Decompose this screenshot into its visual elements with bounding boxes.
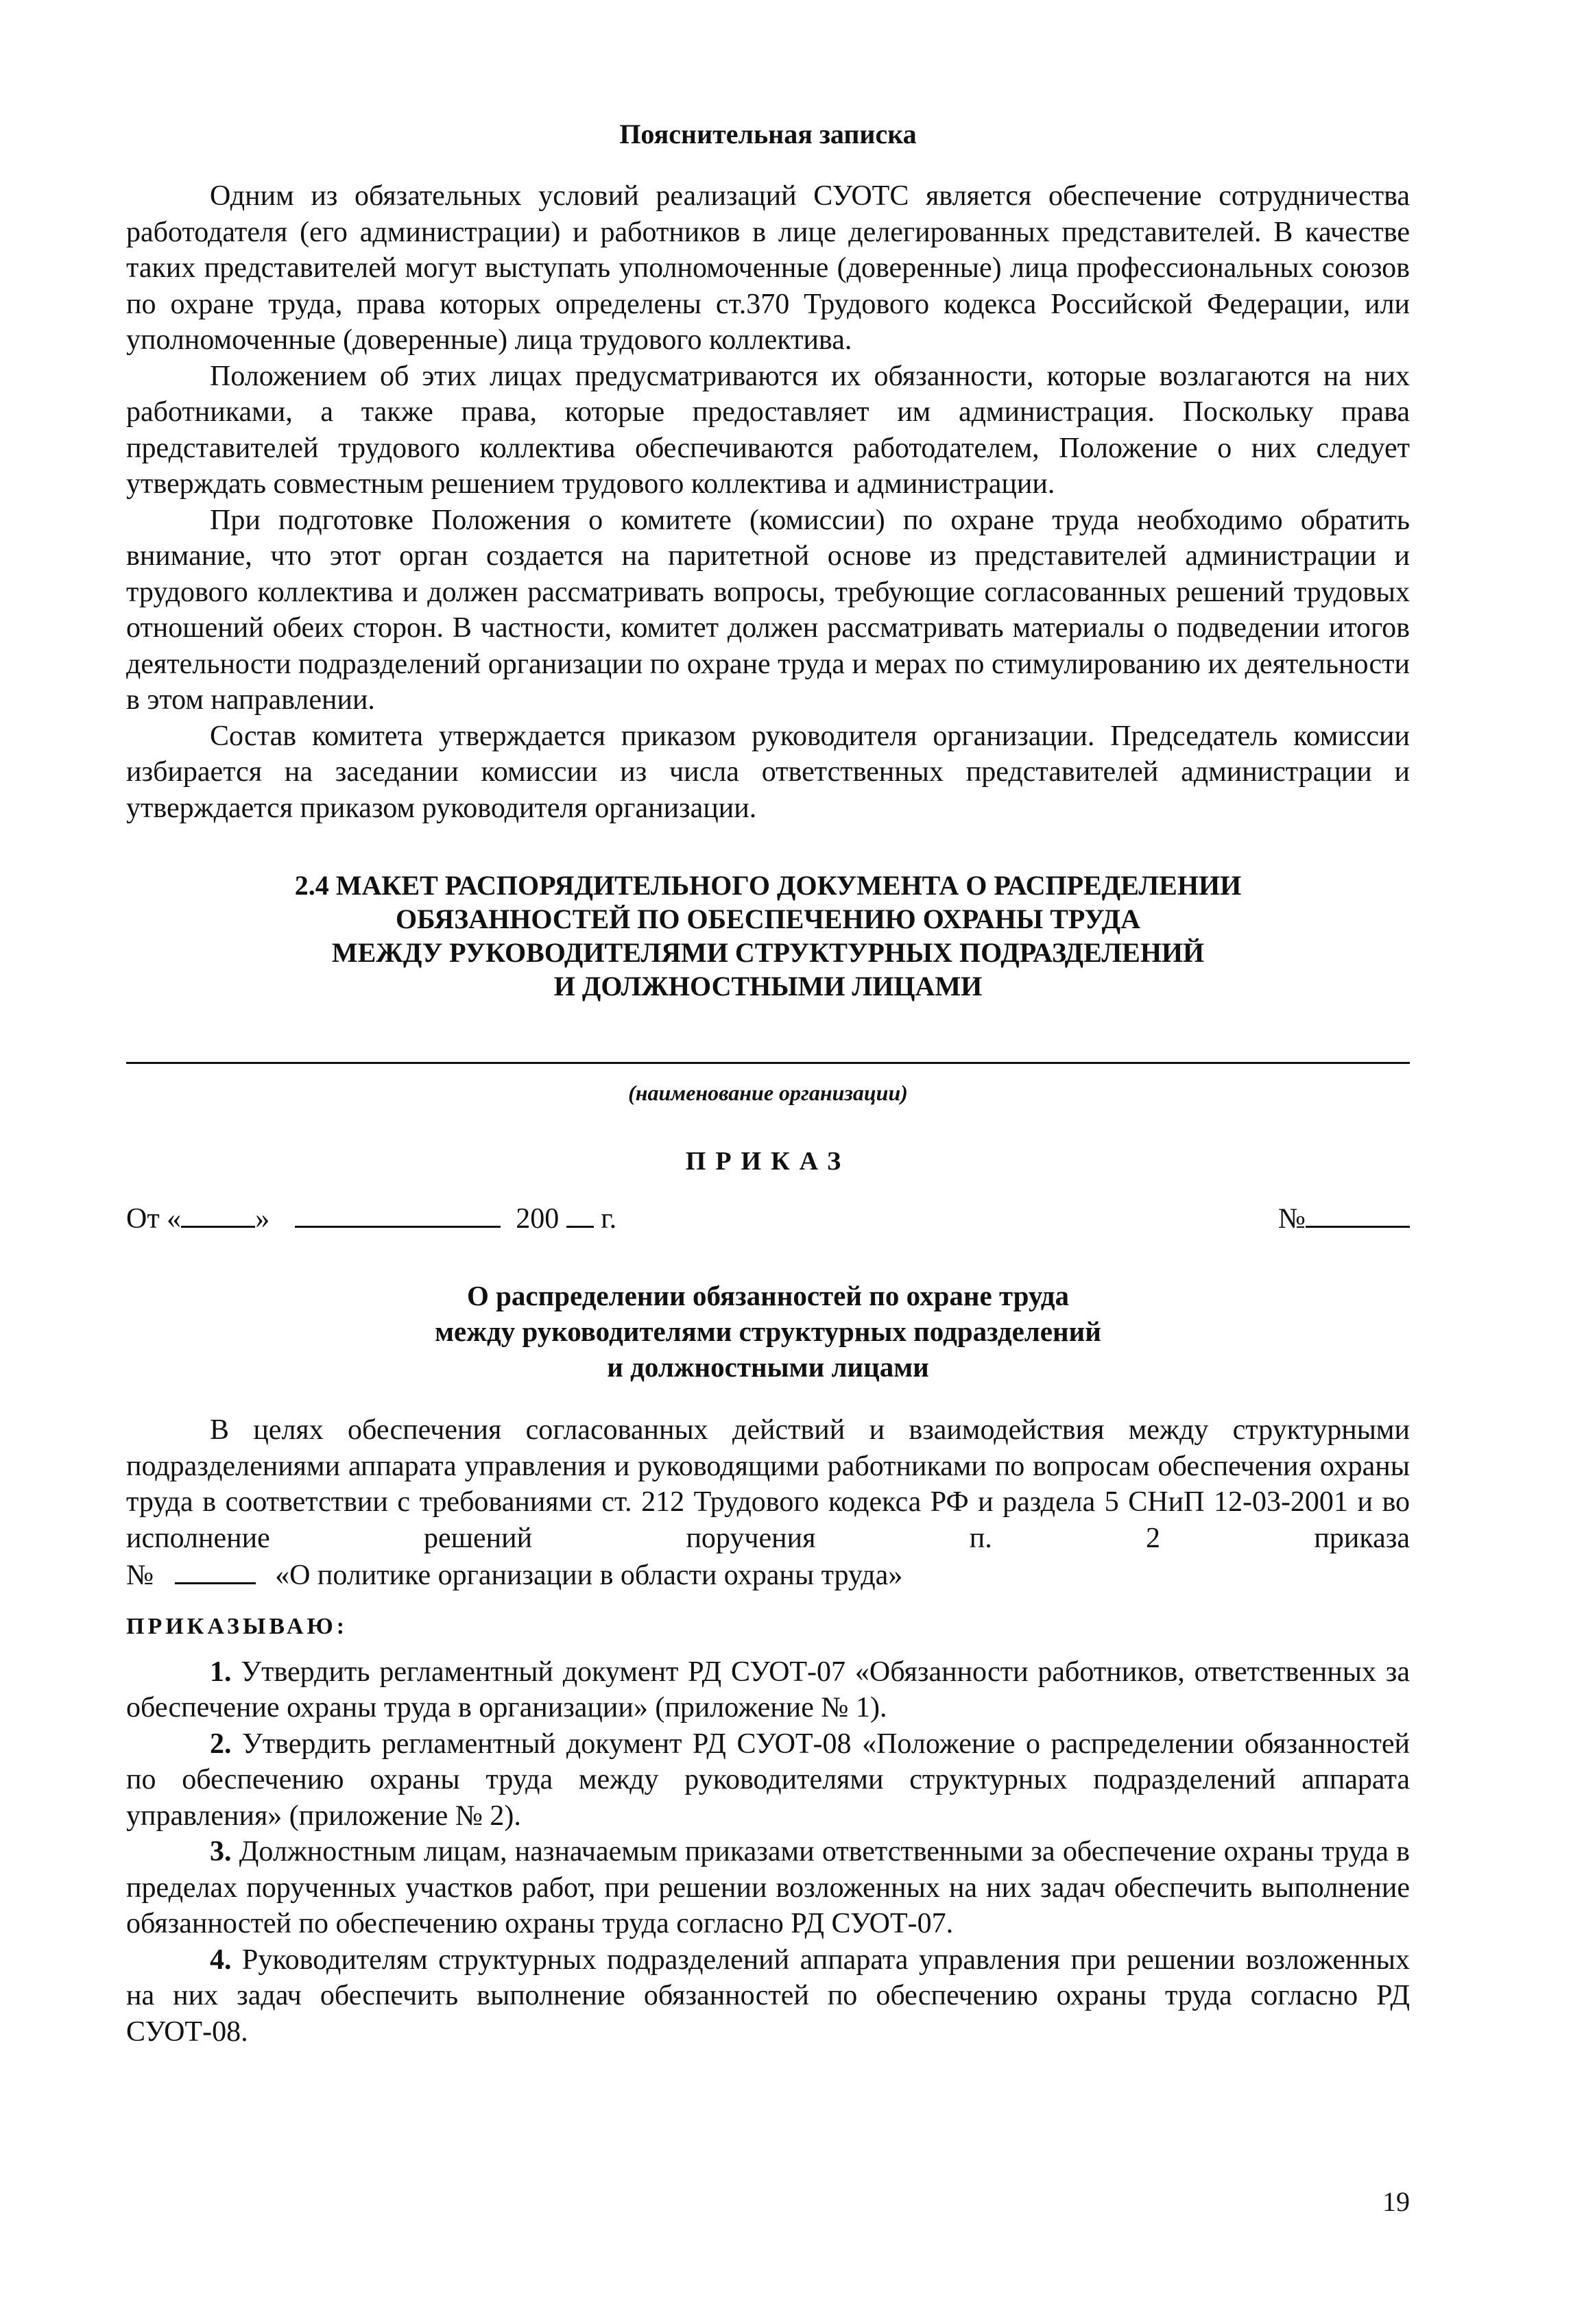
document-page <box>126 117 1410 2050</box>
note-title: Пояснительная записка <box>619 119 917 149</box>
year-suffix: г. <box>601 1203 617 1235</box>
year-blank <box>566 1200 594 1228</box>
section-heading <box>126 869 1410 1003</box>
preamble-number-blank <box>175 1556 256 1584</box>
item-text: Руководителям структурных подразделений аппарата управления при решении возложенных на них задач обеспечить выполнение обязанностей по обеспечению охраны труда согласно РД СУОТ-08. <box>126 1944 1411 2048</box>
month-blank <box>295 1200 501 1228</box>
note-paragraph-2: Положением об этих лицах предусматриваются их обязанности, которые возлагаются на них работниками, а также права, которые предоставляет им администрация. Поскольку права представителей трудового коллектива обеспечиваются работодателем, Положение о них следует утверждать совместным решением трудового коллектива и администрации. <box>126 360 1410 500</box>
note-paragraph-4: Состав комитета утверждается приказом руководителя организации. Председатель комиссии избирается на заседании комиссии из числа ответственных представителей администрации и утверждается приказом руководителя организации. <box>126 720 1410 824</box>
section-heading-line: И ДОЛЖНОСТНЫМИ ЛИЦАМИ <box>553 971 983 1002</box>
organization-name-line <box>126 1062 1410 1064</box>
day-blank <box>181 1200 255 1228</box>
page-number: 19 <box>1382 2186 1410 2217</box>
section-heading-line: ОБЯЗАННОСТЕЙ ПО ОБЕСПЕЧЕНИЮ ОХРАНЫ ТРУДА <box>395 904 1141 934</box>
preamble-main: В целях обеспечения согласованных действий и взаимодействия между структурными подразделениями аппарата управления и руководящими работниками по вопросам обеспечения охраны труда в соответствии с требованиями ст. 212 Трудового кодекса РФ и раздела 5 СНиП 12-03-2001 и во исполнение решений поручения п. 2 приказа <box>126 1414 1410 1554</box>
order-item-1 <box>126 1654 1410 1726</box>
order-word: ПРИКАЗЫВАЮ: <box>126 1613 348 1639</box>
item-text: Утвердить регламентный документ РД СУОТ-07 «Обязанности работников, ответственных за обеспечение охраны труда в организации» (приложение № 1). <box>126 1656 1410 1723</box>
item-number: 3. <box>210 1836 232 1867</box>
preamble-tail: «О политике организации в области охраны труда» <box>275 1560 903 1591</box>
note-paragraph-3: При подготовке Положения о комитете (комиссии) по охране труда необходимо обратить внимание, что этот орган создается на паритетной основе из представителей администрации и трудового коллектива и должен рассматривать вопросы, требующие согласованных решений трудовых отношений обеих сторон. В частности, комитет должен рассматривать материалы о подведении итогов деятельности подразделений организации по охране труда и мерах по стимулированию их деятельности в этом направлении. <box>126 504 1410 716</box>
section-heading-line: 2.4 МАКЕТ РАСПОРЯДИТЕЛЬНОГО ДОКУМЕНТА О РАСПРЕДЕЛЕНИИ <box>294 870 1242 901</box>
item-number: 4. <box>210 1944 232 1976</box>
order-item-3 <box>126 1834 1410 1942</box>
order-preamble-tail <box>126 1556 1410 1594</box>
date-field <box>126 1200 616 1238</box>
number-label: № <box>1277 1203 1306 1235</box>
item-number: 1. <box>210 1656 232 1688</box>
order-heading <box>126 1278 1410 1385</box>
order-preamble <box>126 1412 1410 1556</box>
organization-caption: (наименование организации) <box>628 1080 908 1105</box>
date-prefix: От « <box>126 1203 182 1235</box>
date-number-row <box>126 1200 1410 1241</box>
order-heading-line: и должностными лицами <box>607 1351 929 1383</box>
note-paragraph-1: Одним из обязательных условий реализаций СУОТС является обеспечение сотрудничества работодателя (его администрации) и работников в лице делегированных представителей. В качестве таких представителей могут выступать уполномоченные (доверенные) лица профессиональных союзов по охране труда, права которых определены ст.370 Трудового кодекса Российской Федерации, или уполномоченные (доверенные) лица трудового коллектива. <box>126 180 1410 356</box>
order-heading-line: О распределении обязанностей по охране труда <box>466 1280 1070 1311</box>
year-prefix: 200 <box>516 1203 560 1235</box>
preamble-number-label: № <box>126 1560 154 1591</box>
number-field <box>1278 1200 1410 1238</box>
order-item-4 <box>126 1942 1410 2050</box>
order-heading-line: между руководителями структурных подразделений <box>435 1316 1101 1347</box>
item-text: Должностным лицам, назначаемым приказами ответственными за обеспечение охраны труда в пределах порученных участков работ, при решении возложенных на них задач обеспечить выполнение обязанностей по обеспечению охраны труда согласно РД СУОТ-07. <box>126 1836 1411 1939</box>
item-number: 2. <box>210 1728 232 1760</box>
section-heading-line: МЕЖДУ РУКОВОДИТЕЛЯМИ СТРУКТУРНЫХ ПОДРАЗДЕЛЕНИЙ <box>331 937 1205 968</box>
prikaz-title: ПРИКАЗ <box>685 1147 851 1176</box>
item-text: Утвердить регламентный документ РД СУОТ-08 «Положение о распределении обязанностей по обеспечению охраны труда между руководителями структурных подразделений аппарата управления» (приложение № 2). <box>126 1728 1410 1832</box>
date-quote-close: » <box>255 1203 270 1235</box>
number-blank <box>1306 1200 1410 1228</box>
order-item-2 <box>126 1726 1410 1835</box>
